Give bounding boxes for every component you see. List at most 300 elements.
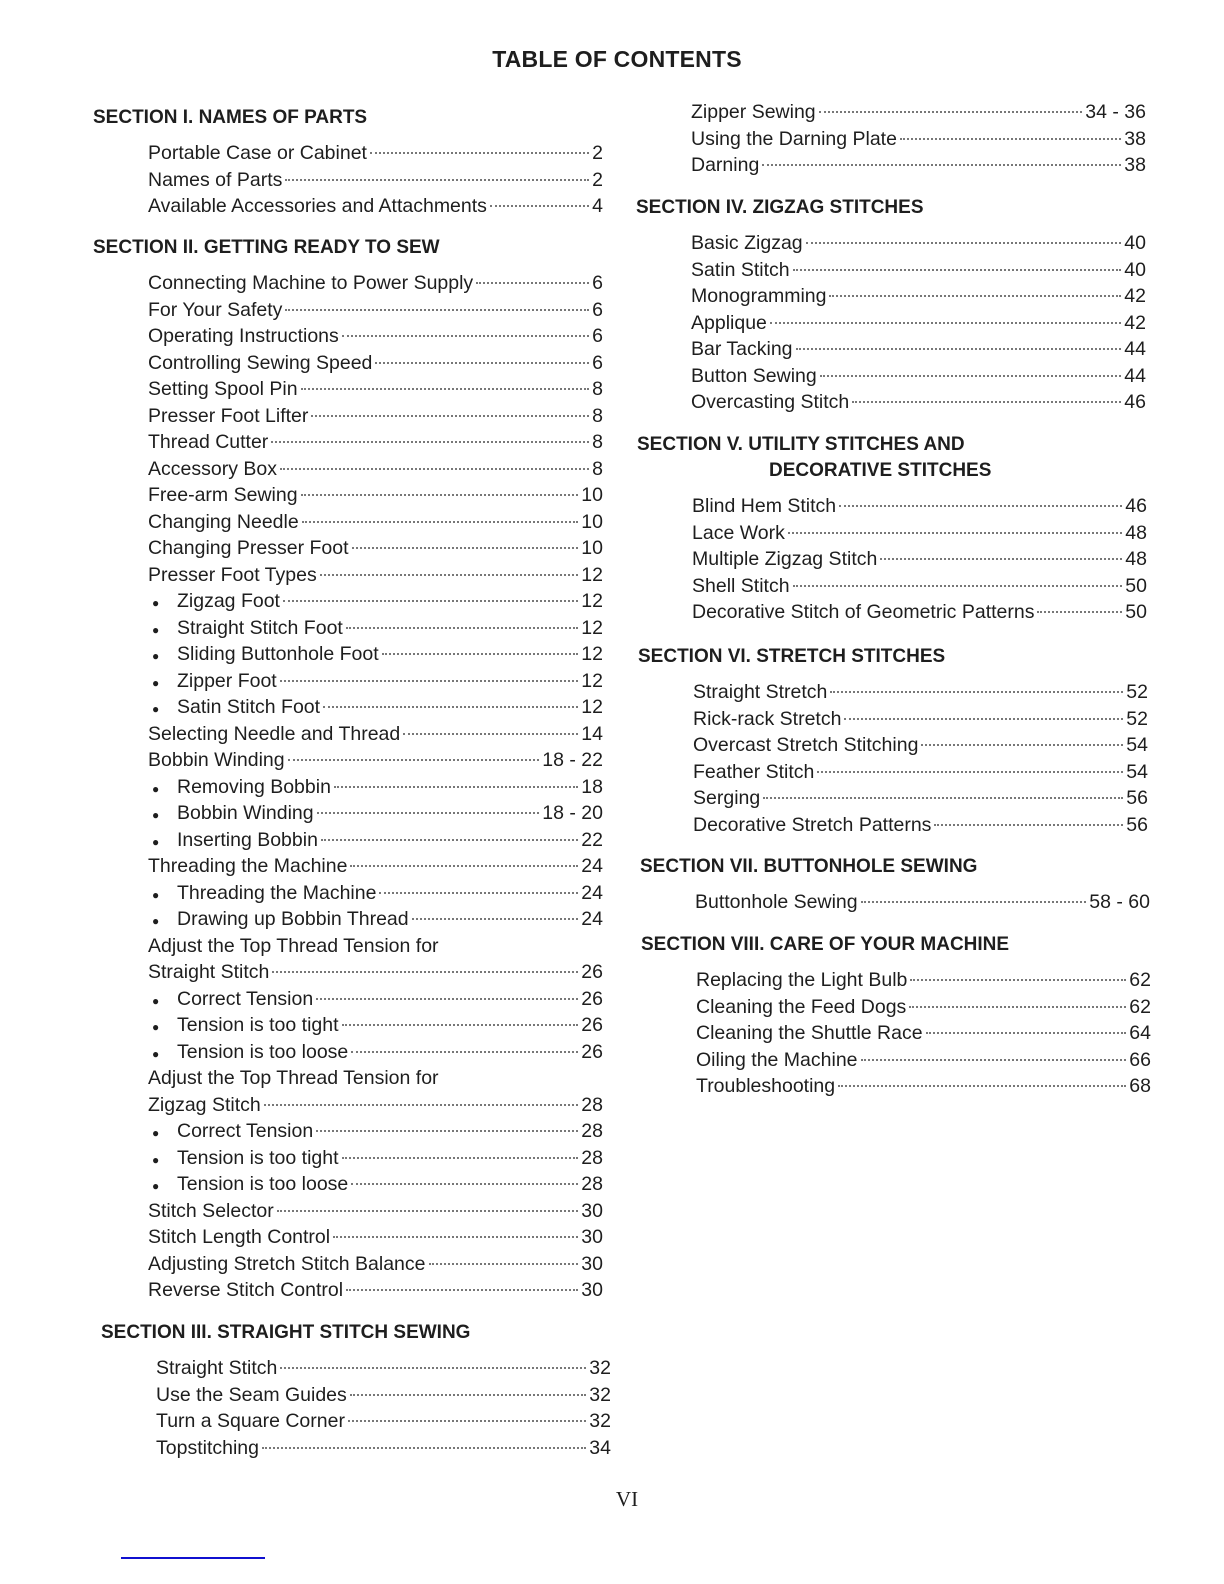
- toc-entry-label: Threading the Machine: [148, 855, 348, 877]
- leader-dots: [346, 1289, 578, 1291]
- toc-entry[interactable]: [696, 1020, 1151, 1047]
- toc-entry-page: 10: [581, 510, 603, 533]
- toc-entry-page: 32: [589, 1410, 611, 1432]
- toc-entry-page: 6: [592, 325, 603, 347]
- toc-entry[interactable]: [148, 1039, 603, 1066]
- toc-entry-label: Stitch Length Control: [148, 1226, 331, 1248]
- leader-dots: [379, 892, 578, 894]
- leader-dots: [806, 242, 1122, 244]
- toc-entry[interactable]: [148, 747, 603, 774]
- leader-dots: [316, 998, 578, 1000]
- leader-dots: [350, 1394, 587, 1396]
- bullet-icon: ●: [152, 887, 160, 902]
- toc-entry-page: 40: [1124, 232, 1146, 254]
- toc-entry[interactable]: [693, 785, 1148, 812]
- leader-dots: [788, 532, 1122, 534]
- leader-dots: [342, 335, 589, 337]
- toc-entry-label: Monogramming: [691, 285, 827, 307]
- toc-entry-label: Straight Stitch Foot: [177, 616, 343, 639]
- toc-entry[interactable]: [148, 774, 603, 801]
- toc-entry-list: [148, 140, 603, 220]
- toc-entry-label: Straight Stitch: [156, 1357, 278, 1379]
- toc-entry-page: 6: [592, 272, 603, 294]
- section-heading: [93, 105, 613, 131]
- toc-entry[interactable]: [148, 1092, 603, 1119]
- leader-dots: [403, 733, 578, 735]
- toc-section-s3: [101, 1320, 621, 1461]
- toc-entry-page: 26: [581, 1014, 603, 1036]
- toc-entry-page: 6: [592, 298, 603, 321]
- toc-entry-page: 32: [589, 1357, 611, 1379]
- toc-entry[interactable]: [691, 152, 1146, 179]
- toc-entry-page: 26: [581, 1040, 603, 1063]
- toc-entry[interactable]: [696, 1073, 1151, 1100]
- toc-entry[interactable]: [692, 573, 1147, 600]
- leader-dots: [346, 627, 578, 629]
- toc-entry[interactable]: [148, 456, 603, 483]
- toc-entry-label: Decorative Stitch of Geometric Patterns: [692, 601, 1035, 623]
- leader-dots: [285, 179, 589, 181]
- toc-entry[interactable]: [148, 1224, 603, 1251]
- toc-entry-page: 28: [581, 1120, 603, 1142]
- leader-dots: [317, 812, 540, 814]
- leader-dots: [351, 1051, 578, 1053]
- toc-entry-page: 10: [581, 484, 603, 506]
- toc-entry[interactable]: [156, 1382, 611, 1409]
- toc-entry-label: Sliding Buttonhole Foot: [177, 643, 379, 665]
- section-heading-line: SECTION VIII. CARE OF YOUR MACHINE: [641, 934, 1010, 955]
- leader-dots: [316, 1130, 578, 1132]
- bullet-icon: ●: [152, 1152, 160, 1167]
- toc-entry-page: 8: [592, 378, 603, 400]
- toc-entry-page: 56: [1126, 813, 1148, 836]
- bullet-icon: ●: [152, 781, 160, 796]
- accent-line: [121, 1557, 265, 1559]
- leader-dots: [820, 375, 1122, 377]
- leader-dots: [839, 505, 1122, 507]
- toc-entry-label: Multiple Zigzag Stitch: [692, 548, 878, 570]
- bullet-icon: ●: [152, 993, 160, 1008]
- leader-dots: [280, 1367, 586, 1369]
- bullet-icon: ●: [152, 622, 160, 637]
- leader-dots: [285, 309, 589, 311]
- page-number: VI: [615, 1487, 639, 1511]
- section-heading-line: SECTION V. UTILITY STITCHES AND: [637, 434, 965, 455]
- toc-entry-page: 30: [581, 1199, 603, 1222]
- toc-entry[interactable]: [148, 694, 603, 721]
- toc-entry-label: Tension is too loose: [177, 1173, 349, 1195]
- toc-entry[interactable]: [148, 853, 603, 880]
- leader-dots: [429, 1263, 579, 1265]
- section-heading-line: SECTION III. STRAIGHT STITCH SEWING: [101, 1322, 471, 1343]
- toc-entry[interactable]: [693, 732, 1148, 759]
- toc-entry-page: 10: [581, 537, 603, 559]
- leader-dots: [770, 322, 1121, 324]
- toc-entry-label: Tension is too tight: [177, 1146, 339, 1169]
- toc-section-s2: [93, 235, 613, 1304]
- toc-entry-page: 68: [1129, 1075, 1151, 1097]
- toc-entry-label: Satin Stitch: [691, 258, 790, 281]
- toc-entry[interactable]: [148, 350, 603, 377]
- section-heading: [637, 432, 1157, 484]
- toc-entry[interactable]: [148, 641, 603, 668]
- toc-entry[interactable]: [691, 389, 1146, 416]
- toc-entry-page: 50: [1125, 601, 1147, 623]
- toc-entry[interactable]: [691, 336, 1146, 363]
- leader-dots: [926, 1032, 1127, 1034]
- toc-entry-label: Presser Foot Lifter: [148, 404, 309, 427]
- toc-entry-page: 26: [581, 961, 603, 983]
- toc-entry-label: Removing Bobbin: [177, 775, 331, 798]
- toc-entry[interactable]: [148, 1277, 603, 1304]
- toc-entry[interactable]: [691, 126, 1146, 153]
- toc-entry[interactable]: [148, 1171, 603, 1198]
- toc-entry-page: 22: [581, 828, 603, 851]
- leader-dots: [280, 468, 589, 470]
- toc-entry-label: Button Sewing: [691, 364, 817, 387]
- toc-entry[interactable]: [148, 615, 603, 642]
- toc-entry-label: Operating Instructions: [148, 325, 339, 347]
- toc-entry[interactable]: [693, 679, 1148, 706]
- leader-dots: [490, 205, 589, 207]
- leader-dots: [910, 979, 1126, 981]
- toc-entry[interactable]: [696, 1047, 1151, 1074]
- bullet-icon: ●: [152, 1126, 160, 1140]
- toc-entry-label: Topstitching: [156, 1436, 259, 1459]
- section-heading: [101, 1320, 621, 1346]
- toc-entry-page: 44: [1124, 364, 1146, 387]
- toc-entry-label: Bar Tacking: [691, 338, 793, 360]
- toc-entry[interactable]: [148, 403, 603, 430]
- toc-entry[interactable]: [156, 1408, 611, 1435]
- toc-entry-page: 54: [1126, 760, 1148, 783]
- leader-dots: [283, 600, 578, 602]
- toc-entry[interactable]: [148, 429, 603, 456]
- toc-entry-label: Tension is too loose: [177, 1040, 349, 1063]
- toc-entry[interactable]: [148, 827, 603, 854]
- leader-dots: [342, 1024, 579, 1026]
- toc-entry[interactable]: [692, 493, 1147, 520]
- toc-entry-label: Connecting Machine to Power Supply: [148, 272, 474, 294]
- leader-dots: [476, 282, 589, 284]
- leader-dots: [280, 680, 579, 682]
- toc-entry-label: Applique: [691, 311, 767, 334]
- toc-entry[interactable]: [148, 906, 603, 933]
- leader-dots: [830, 691, 1123, 693]
- toc-entry-label: Zigzag Stitch: [148, 1093, 261, 1116]
- leader-dots: [852, 401, 1121, 403]
- toc-entry[interactable]: [692, 599, 1147, 626]
- toc-entry-page: 4: [592, 195, 603, 217]
- toc-entry-page: 54: [1126, 734, 1148, 756]
- toc-entry[interactable]: [696, 994, 1151, 1021]
- bullet-icon: ●: [152, 808, 160, 822]
- leader-dots: [288, 759, 540, 761]
- leader-dots: [271, 441, 589, 443]
- leader-dots: [272, 971, 578, 973]
- toc-entry[interactable]: [693, 759, 1148, 786]
- toc-entry[interactable]: [148, 535, 603, 562]
- toc-entry-label: Serging: [693, 787, 761, 809]
- leader-dots: [909, 1006, 1126, 1008]
- toc-entry[interactable]: [148, 1012, 603, 1039]
- toc-entry-label: Tension is too tight: [177, 1014, 339, 1036]
- toc-entry-label: Cleaning the Feed Dogs: [696, 995, 907, 1018]
- toc-entry-page: 64: [1129, 1022, 1151, 1044]
- toc-entry[interactable]: [148, 933, 603, 960]
- section-heading-line: SECTION I. NAMES OF PARTS: [93, 107, 368, 128]
- toc-entry[interactable]: [148, 668, 603, 695]
- toc-entry-page: 62: [1129, 969, 1151, 991]
- page-title: TABLE OF CONTENTS: [492, 46, 742, 72]
- toc-entry[interactable]: [691, 283, 1146, 310]
- toc-section-s1: [93, 105, 613, 220]
- leader-dots: [829, 295, 1121, 297]
- toc-section-s4: [636, 195, 1156, 416]
- leader-dots: [301, 494, 579, 496]
- toc-entry-label: Shell Stitch: [692, 574, 790, 597]
- toc-entry-label: Setting Spool Pin: [148, 378, 298, 400]
- toc-section-s8: [641, 932, 1161, 1100]
- toc-entry-page: 34: [589, 1436, 611, 1459]
- toc-entry-label: Decorative Stretch Patterns: [693, 813, 932, 836]
- toc-entry-page: 34 - 36: [1085, 101, 1146, 123]
- toc-entry-page: 18 - 20: [542, 802, 603, 824]
- leader-dots: [311, 415, 589, 417]
- toc-entry[interactable]: [148, 297, 603, 324]
- section-heading-line: SECTION II. GETTING READY TO SEW: [93, 237, 440, 258]
- toc-entry-list: [148, 270, 603, 1304]
- toc-entry-page: 42: [1124, 285, 1146, 307]
- toc-entry-label: Adjusting Stretch Stitch Balance: [148, 1252, 426, 1275]
- toc-entry[interactable]: [148, 1145, 603, 1172]
- toc-entry[interactable]: [691, 257, 1146, 284]
- toc-entry-page: 56: [1126, 787, 1148, 809]
- leader-dots: [934, 824, 1123, 826]
- toc-entry-label: Satin Stitch Foot: [177, 696, 321, 718]
- toc-entry-label: Buttonhole Sewing: [695, 891, 858, 913]
- toc-entry-page: 12: [581, 643, 603, 665]
- toc-entry-page: 12: [581, 590, 603, 612]
- toc-entry-page: 14: [581, 722, 603, 745]
- leader-dots: [262, 1447, 586, 1449]
- leader-dots: [320, 574, 579, 576]
- toc-entry-page: 24: [581, 908, 603, 930]
- toc-entry-list: [693, 679, 1148, 838]
- leader-dots: [762, 164, 1121, 166]
- leader-dots: [763, 797, 1123, 799]
- toc-entry-page: 28: [581, 1093, 603, 1116]
- toc-entry[interactable]: [691, 230, 1146, 257]
- toc-entry[interactable]: [148, 959, 603, 986]
- leader-dots: [412, 918, 579, 920]
- toc-entry-page: 50: [1125, 574, 1147, 597]
- toc-entry-page: 8: [592, 457, 603, 480]
- toc-entry-page: 58 - 60: [1089, 891, 1150, 913]
- toc-entry-page: 46: [1125, 495, 1147, 517]
- toc-entry-list: [156, 1355, 611, 1461]
- toc-entry[interactable]: [148, 588, 603, 615]
- toc-entry-label: Inserting Bobbin: [177, 828, 318, 851]
- bullet-icon: ●: [152, 649, 160, 663]
- leader-dots: [838, 1085, 1126, 1087]
- section-heading-line: DECORATIVE STITCHES: [769, 460, 992, 481]
- toc-section-s6: [638, 644, 1158, 838]
- leader-dots: [351, 1183, 578, 1185]
- toc-entry-page: 62: [1129, 995, 1151, 1018]
- leader-dots: [900, 138, 1121, 140]
- toc-entry-page: 30: [581, 1279, 603, 1301]
- toc-entry-list: [691, 99, 1146, 179]
- toc-entry-label: Troubleshooting: [696, 1075, 836, 1097]
- leader-dots: [880, 558, 1122, 560]
- leader-dots: [921, 744, 1123, 746]
- leader-dots: [301, 388, 590, 390]
- toc-entry-label: Darning: [691, 154, 760, 176]
- toc-entry-label: Straight Stitch: [148, 961, 270, 983]
- leader-dots: [861, 901, 1087, 903]
- toc-entry-label: For Your Safety: [148, 298, 283, 321]
- section-heading: [641, 932, 1161, 958]
- toc-entry-page: 44: [1124, 338, 1146, 360]
- toc-entry-page: 52: [1126, 681, 1148, 703]
- toc-entry-page: 48: [1125, 521, 1147, 544]
- leader-dots: [348, 1420, 586, 1422]
- toc-entry-label: Correct Tension: [177, 987, 314, 1010]
- toc-entry-list: [696, 967, 1151, 1100]
- toc-entry[interactable]: [148, 562, 603, 589]
- toc-entry-label: Adjust the Top Thread Tension for: [148, 1067, 439, 1089]
- toc-entry-page: 66: [1129, 1048, 1151, 1071]
- toc-entry-page: 6: [592, 351, 603, 374]
- toc-entry-page: 2: [592, 142, 603, 164]
- leader-dots: [350, 865, 578, 867]
- toc-entry[interactable]: [691, 310, 1146, 337]
- toc-entry-label: Thread Cutter: [148, 431, 269, 453]
- toc-entry-page: 2: [592, 168, 603, 191]
- toc-entry-label: Changing Needle: [148, 510, 299, 533]
- toc-entry-label: Accessory Box: [148, 457, 277, 480]
- toc-entry-page: 48: [1125, 548, 1147, 570]
- leader-dots: [796, 348, 1122, 350]
- toc-entry-label: Lace Work: [692, 521, 785, 544]
- toc-entry-label: Basic Zigzag: [691, 232, 803, 254]
- bullet-icon: ●: [152, 1179, 160, 1193]
- leader-dots: [844, 718, 1123, 720]
- toc-entry-label: Portable Case or Cabinet: [148, 142, 367, 164]
- leader-dots: [334, 786, 578, 788]
- toc-entry-label: Correct Tension: [177, 1120, 314, 1142]
- leader-dots: [302, 521, 579, 523]
- toc-entry-label: Use the Seam Guides: [156, 1383, 347, 1406]
- toc-entry[interactable]: [695, 889, 1150, 916]
- toc-section-s5: [637, 432, 1157, 626]
- toc-entry-label: Overcast Stretch Stitching: [693, 734, 919, 756]
- bullet-icon: ●: [152, 675, 160, 690]
- bullet-icon: ●: [152, 702, 160, 716]
- toc-entry-label: Zipper Foot: [177, 669, 277, 692]
- toc-entry-label: Overcasting Stitch: [691, 391, 850, 413]
- leader-dots: [1037, 611, 1122, 613]
- toc-entry-label: Cleaning the Shuttle Race: [696, 1022, 923, 1044]
- toc-entry-page: 12: [581, 696, 603, 718]
- toc-entry[interactable]: [148, 1118, 603, 1145]
- bullet-icon: ●: [152, 834, 160, 849]
- toc-entry[interactable]: [696, 967, 1151, 994]
- toc-entry-page: 12: [581, 616, 603, 639]
- toc-entry[interactable]: [692, 520, 1147, 547]
- toc-entry[interactable]: [692, 546, 1147, 573]
- toc-entry[interactable]: [148, 323, 603, 350]
- toc-entry[interactable]: [148, 1251, 603, 1278]
- toc-entry[interactable]: [156, 1435, 611, 1462]
- toc-entry[interactable]: [148, 800, 603, 827]
- toc-entry-label: Rick-rack Stretch: [693, 707, 842, 730]
- toc-entry-label: Reverse Stitch Control: [148, 1279, 344, 1301]
- toc-entry[interactable]: [693, 812, 1148, 839]
- toc-entry-label: Oiling the Machine: [696, 1048, 858, 1071]
- toc-entry-label: Zipper Sewing: [691, 101, 816, 123]
- toc-entry-page: 42: [1124, 311, 1146, 334]
- toc-entry-page: 28: [581, 1173, 603, 1195]
- toc-entry[interactable]: [693, 706, 1148, 733]
- leader-dots: [793, 269, 1122, 271]
- leader-dots: [817, 771, 1123, 773]
- toc-entry-page: 30: [581, 1252, 603, 1275]
- toc-entry-label: Controlling Sewing Speed: [148, 351, 373, 374]
- toc-entry-list: [691, 230, 1146, 416]
- toc-entry-label: Using the Darning Plate: [691, 127, 897, 150]
- toc-entry-page: 18: [581, 775, 603, 798]
- toc-entry-label: Changing Presser Foot: [148, 537, 349, 559]
- toc-entry-label: Bobbin Winding: [177, 802, 314, 824]
- toc-entry[interactable]: [156, 1355, 611, 1382]
- toc-entry[interactable]: [148, 376, 603, 403]
- leader-dots: [370, 152, 589, 154]
- section-heading: [636, 195, 1156, 221]
- toc-section-s3b: [636, 64, 1156, 179]
- toc-entry-label: Names of Parts: [148, 168, 283, 191]
- toc-entry[interactable]: [148, 1065, 603, 1092]
- toc-entry[interactable]: [148, 721, 603, 748]
- leader-dots: [264, 1104, 579, 1106]
- toc-entry-page: 24: [581, 855, 603, 877]
- toc-entry-page: 38: [1124, 127, 1146, 150]
- section-heading: [638, 644, 1158, 670]
- toc-entry[interactable]: [691, 99, 1146, 126]
- toc-entry-page: 24: [581, 881, 603, 904]
- leader-dots: [861, 1059, 1127, 1061]
- toc-entry-label: Bobbin Winding: [148, 749, 285, 771]
- leader-dots: [277, 1210, 579, 1212]
- toc-entry[interactable]: [148, 193, 603, 220]
- bullet-icon: ●: [152, 1020, 160, 1034]
- toc-entry[interactable]: [148, 482, 603, 509]
- toc-entry[interactable]: [148, 986, 603, 1013]
- toc-entry-page: 46: [1124, 391, 1146, 413]
- toc-entry[interactable]: [691, 363, 1146, 390]
- section-heading-line: SECTION VI. STRETCH STITCHES: [638, 646, 946, 667]
- toc-entry[interactable]: [148, 270, 603, 297]
- toc-entry[interactable]: [148, 1198, 603, 1225]
- toc-entry[interactable]: [148, 167, 603, 194]
- toc-entry[interactable]: [148, 140, 603, 167]
- toc-entry[interactable]: [148, 880, 603, 907]
- toc-entry[interactable]: [148, 509, 603, 536]
- toc-entry-label: Blind Hem Stitch: [692, 495, 837, 517]
- toc-entry-label: Zigzag Foot: [177, 590, 280, 612]
- toc-entry-page: 32: [589, 1383, 611, 1406]
